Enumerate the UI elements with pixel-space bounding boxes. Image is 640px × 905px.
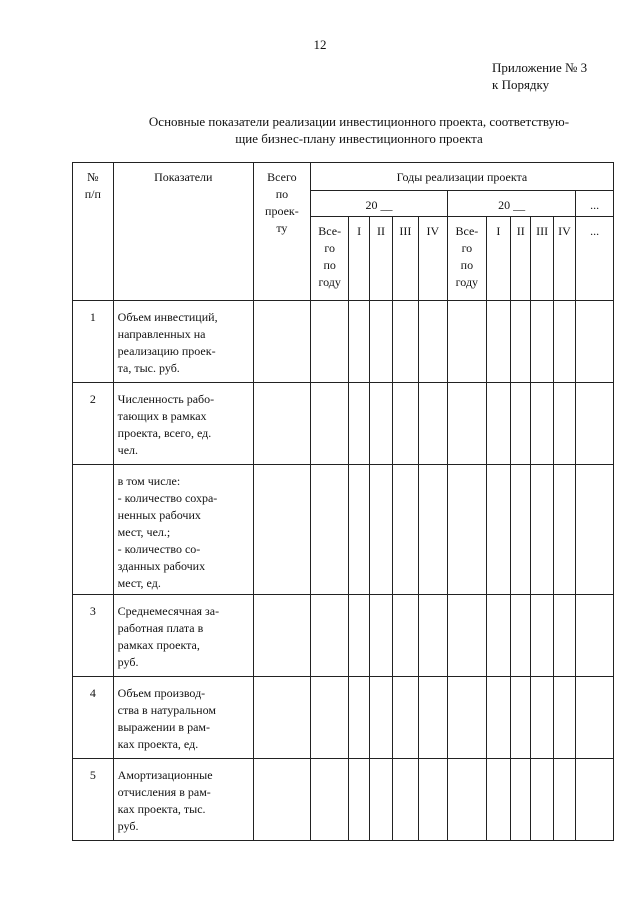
data-cell <box>486 383 510 465</box>
data-cell <box>486 759 510 841</box>
header-years: Годы реализации проекта <box>310 163 613 191</box>
indicator-line: ненных рабочих <box>117 508 201 522</box>
row-number: 1 <box>73 301 114 383</box>
data-cell <box>448 301 487 383</box>
data-cell <box>369 677 392 759</box>
data-cell <box>418 677 447 759</box>
header-y1-q4: IV <box>418 217 447 301</box>
data-cell <box>369 465 392 595</box>
data-cell <box>393 595 418 677</box>
data-cell <box>393 301 418 383</box>
data-cell <box>310 677 349 759</box>
data-cell <box>253 595 310 677</box>
year-total-line-2: го <box>461 241 473 255</box>
indicator-line: - количество сохра- <box>117 491 218 505</box>
row-indicator <box>113 759 253 841</box>
data-cell <box>349 301 369 383</box>
header-num <box>73 163 114 301</box>
header-y2-q3: III <box>531 217 553 301</box>
indicator-line: направленных на <box>117 327 206 341</box>
data-cell <box>576 465 614 595</box>
header-num-line-1: № <box>87 170 99 184</box>
table-row <box>73 677 614 759</box>
data-cell <box>349 595 369 677</box>
appendix-line-1: Приложение № 3 <box>492 60 588 75</box>
data-cell <box>553 465 575 595</box>
indicator-line: руб. <box>117 655 139 669</box>
data-cell <box>486 595 510 677</box>
indicator-line: мест, ед. <box>117 576 161 590</box>
header-y1-q2: II <box>369 217 392 301</box>
indicator-line: руб. <box>117 819 139 833</box>
indicator-line: зданных рабочих <box>117 559 206 573</box>
data-cell <box>393 465 418 595</box>
header-year-1: 20 __ <box>310 191 447 217</box>
data-cell <box>253 465 310 595</box>
data-cell <box>448 595 487 677</box>
data-cell <box>576 383 614 465</box>
indicator-line: в том числе: <box>117 474 181 488</box>
row-indicator <box>113 677 253 759</box>
data-cell <box>310 383 349 465</box>
header-y2-q1: I <box>486 217 510 301</box>
table-row <box>73 383 614 465</box>
data-cell <box>369 301 392 383</box>
data-cell <box>576 595 614 677</box>
data-cell <box>486 677 510 759</box>
data-cell <box>349 759 369 841</box>
data-cell <box>310 465 349 595</box>
data-cell <box>349 383 369 465</box>
row-indicator <box>113 301 253 383</box>
title-line-1: Основные показатели реализации инвестиционного проекта, соответствую- <box>148 114 570 129</box>
indicator-line: чел. <box>117 443 139 457</box>
data-cell <box>553 759 575 841</box>
row-indicator <box>113 383 253 465</box>
data-cell <box>310 301 349 383</box>
data-cell <box>418 383 447 465</box>
data-cell <box>393 677 418 759</box>
indicator-line: отчисления в рам- <box>117 785 211 799</box>
indicators-table <box>72 162 614 841</box>
indicator-line: ках проекта, ед. <box>117 737 199 751</box>
data-cell <box>418 301 447 383</box>
header-y2-q4: IV <box>553 217 575 301</box>
data-cell <box>369 595 392 677</box>
indicator-line: мест, чел.; <box>117 525 171 539</box>
data-cell <box>253 301 310 383</box>
header-y1-q1: I <box>349 217 369 301</box>
data-cell <box>369 759 392 841</box>
year-total-line-1: Все- <box>455 224 479 238</box>
header-more-years: ... <box>576 191 614 217</box>
header-total-line-1: Всего <box>267 170 297 184</box>
data-cell <box>553 301 575 383</box>
data-cell <box>531 677 553 759</box>
header-year-2: 20 __ <box>448 191 576 217</box>
header-total-line-2: по <box>275 187 289 201</box>
data-cell <box>253 759 310 841</box>
header-more-quarters: ... <box>576 217 614 301</box>
data-cell <box>418 595 447 677</box>
data-cell <box>576 301 614 383</box>
indicator-line: Численность рабо- <box>117 392 215 406</box>
page-number: 12 <box>313 37 327 52</box>
document-title <box>92 113 626 147</box>
data-cell <box>310 759 349 841</box>
indicator-line: Объем производ- <box>117 686 206 700</box>
table-row <box>73 595 614 677</box>
indicator-line: - количество со- <box>117 542 201 556</box>
data-cell <box>553 383 575 465</box>
data-cell <box>511 677 531 759</box>
data-cell <box>448 383 487 465</box>
table-row <box>73 759 614 841</box>
year-total-line-1: Все- <box>318 224 342 238</box>
indicator-line: тающих в рамках <box>117 409 207 423</box>
indicator-line: ства в натуральном <box>117 703 216 717</box>
data-cell <box>310 595 349 677</box>
data-cell <box>418 759 447 841</box>
title-line-2: щие бизнес-плану инвестиционного проекта <box>235 131 483 146</box>
header-y2-q2: II <box>511 217 531 301</box>
row-number <box>73 465 114 595</box>
indicator-line: Среднемесячная за- <box>117 604 220 618</box>
indicator-line: выражении в рам- <box>117 720 211 734</box>
data-cell <box>511 759 531 841</box>
data-cell <box>553 677 575 759</box>
indicator-line: Объем инвестиций, <box>117 310 218 324</box>
indicator-line: работная плата в <box>117 621 204 635</box>
indicator-line: проекта, всего, ед. <box>117 426 212 440</box>
row-number: 4 <box>73 677 114 759</box>
header-total <box>253 163 310 301</box>
year-total-line-4: году <box>455 275 479 289</box>
table-row <box>73 465 614 595</box>
header-total-line-4: ту <box>276 221 288 235</box>
data-cell <box>576 677 614 759</box>
data-cell <box>393 759 418 841</box>
data-cell <box>531 383 553 465</box>
header-num-line-2: п/п <box>84 187 101 201</box>
year-total-line-4: году <box>318 275 341 289</box>
header-y1-q3: III <box>393 217 418 301</box>
data-cell <box>369 383 392 465</box>
data-cell <box>531 759 553 841</box>
data-cell <box>448 465 487 595</box>
data-cell <box>511 595 531 677</box>
data-cell <box>531 465 553 595</box>
data-cell <box>576 759 614 841</box>
data-cell <box>349 465 369 595</box>
indicator-line: ках проекта, тыс. <box>117 802 206 816</box>
header-year-2-total <box>448 217 487 301</box>
data-cell <box>448 677 487 759</box>
data-cell <box>393 383 418 465</box>
year-total-line-2: го <box>324 241 335 255</box>
data-cell <box>349 677 369 759</box>
indicator-line: реализацию проек- <box>117 344 216 358</box>
row-number: 5 <box>73 759 114 841</box>
row-number: 2 <box>73 383 114 465</box>
appendix-line-2: к Порядку <box>492 77 550 92</box>
row-indicator <box>113 465 253 595</box>
data-cell <box>511 383 531 465</box>
year-total-line-3: по <box>460 258 474 272</box>
data-cell <box>553 595 575 677</box>
header-year-1-total <box>310 217 349 301</box>
data-cell <box>486 465 510 595</box>
header-total-line-3: проек- <box>265 204 299 218</box>
data-cell <box>511 301 531 383</box>
data-cell <box>531 595 553 677</box>
table-row <box>73 301 614 383</box>
indicator-line: рамках проекта, <box>117 638 200 652</box>
data-cell <box>486 301 510 383</box>
data-cell <box>448 759 487 841</box>
data-cell <box>253 383 310 465</box>
year-total-line-3: по <box>323 258 336 272</box>
row-indicator <box>113 595 253 677</box>
appendix-note <box>492 59 587 93</box>
data-cell <box>418 465 447 595</box>
data-cell <box>531 301 553 383</box>
header-indicator: Показатели <box>113 163 253 301</box>
indicator-line: Амортизационные <box>117 768 213 782</box>
data-cell <box>511 465 531 595</box>
data-cell <box>253 677 310 759</box>
row-number: 3 <box>73 595 114 677</box>
indicator-line: та, тыс. руб. <box>117 361 180 375</box>
